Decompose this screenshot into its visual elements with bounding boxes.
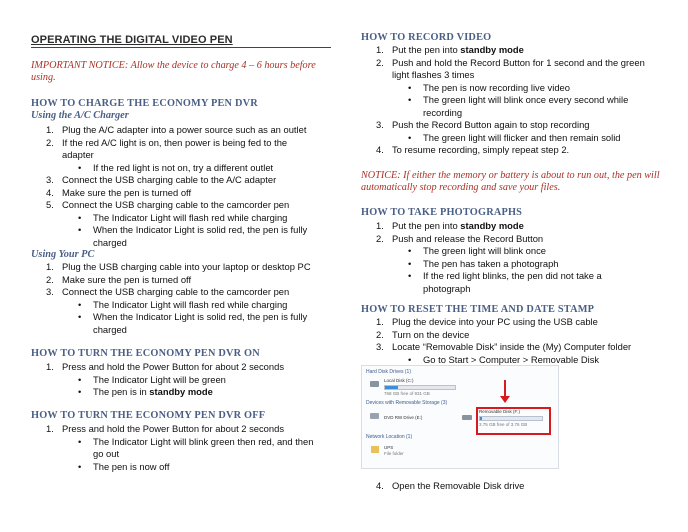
storage-notice: NOTICE: If either the memory or battery is about to run out, the pen will automatically stop recording and save your files. [361, 170, 660, 193]
list-item: 2. Make sure the pen is turned off [46, 273, 192, 285]
list-item: • The pen is now recording live video [408, 81, 570, 93]
list-item: • When the Indicator Light is solid red, the pen is fully charged [78, 311, 308, 335]
list-item: 1. Press and hold the Power Button for about 2 seconds [46, 423, 285, 434]
list-item: • The pen is in standby mode [78, 386, 213, 397]
removable-section-label: Devices with Removable Storage (3) [366, 400, 448, 406]
photo-heading: HOW TO TAKE PHOTOGRAPHS [361, 207, 523, 218]
network-folder-label: UPS [384, 445, 394, 450]
list-item: 1. Plug the USB charging cable into your laptop or desktop PC [46, 261, 311, 272]
local-disk-usage-bar [384, 385, 456, 390]
list-item: • The pen is now off [78, 460, 170, 472]
list-item: 1. Press and hold the Power Button for about 2 seconds [46, 361, 285, 372]
reset-heading: HOW TO RESET THE TIME AND DATE STAMP [361, 304, 595, 315]
list-item: 1. Plug the A/C adapter into a power source such as an outlet [46, 124, 307, 135]
hard-disk-section-label: Hard Disk Drives (1) [366, 369, 412, 375]
red-arrow-head-icon [500, 396, 510, 403]
list-item: 4. Open the Removable Disk drive [376, 480, 525, 491]
pc-subheading: Using Your PC [31, 249, 95, 260]
list-item: 5. Connect the USB charging cable to the camcorder pen [46, 199, 290, 210]
turn-off-heading: HOW TO TURN THE ECONOMY PEN DVR OFF [31, 410, 266, 421]
list-item: 3. Connect the USB charging cable to the A/C adapter [46, 174, 277, 185]
removable-disk-free: 3.75 GB free of 3.76 GB [479, 422, 528, 427]
reset-step-4 [361, 480, 661, 493]
turn-on-heading: HOW TO TURN THE ECONOMY PEN DVR ON [31, 348, 260, 359]
list-item: 2. Turn on the device [376, 328, 470, 340]
list-item: • The pen has taken a photograph [408, 257, 559, 269]
reset-steps [361, 316, 661, 366]
list-item: • If the red light blinks, the pen did not take a photograph [408, 270, 602, 294]
turn-on-steps [31, 361, 331, 399]
list-item: 3. Connect the USB charging cable to the camcorder pen [46, 286, 290, 297]
removable-disk-screenshot [361, 365, 559, 469]
ac-charger-subheading: Using the A/C Charger [31, 110, 129, 121]
list-item: • The Indicator Light will be green [78, 373, 226, 385]
important-notice: IMPORTANT NOTICE: Allow the device to charge 4 – 6 hours before using. [31, 60, 316, 83]
turn-off-steps [31, 423, 331, 473]
list-item: • The green light will blink once every second while recording [408, 94, 629, 118]
dvd-drive-icon [370, 413, 379, 419]
list-item: 1. Put the pen into standby mode [376, 220, 524, 231]
list-item: • The Indicator Light will blink green then red, and then go out [78, 435, 314, 459]
list-item: 2. Push and hold the Record Button for 1 second and the green light flashes 3 times [376, 56, 645, 80]
photo-steps [361, 220, 661, 295]
dvd-drive-label: DVD RW Drive (E:) [384, 415, 423, 420]
record-steps [361, 44, 661, 157]
record-heading: HOW TO RECORD VIDEO [361, 32, 492, 43]
list-item: 1. Put the pen into standby mode [376, 44, 524, 55]
document-title: OPERATING THE DIGITAL VIDEO PEN [31, 34, 331, 48]
list-item: 3. Locate “Removable Disk” inside the (My) Computer folder [376, 341, 632, 352]
list-item: 4. To resume recording, simply repeat step 2. [376, 144, 570, 155]
list-item: • The green light will blink once [408, 245, 546, 256]
list-item: • If the red light is not on, try a different outlet [78, 161, 274, 173]
removable-disk-highlight [476, 407, 551, 435]
list-item: 3. Push the Record Button again to stop recording [376, 119, 590, 130]
network-folder-sub: File folder [384, 451, 404, 456]
local-disk-label: Local Disk (C:) [384, 378, 414, 383]
red-arrow-icon [504, 380, 506, 397]
charge-heading: HOW TO CHARGE THE ECONOMY PEN DVR [31, 98, 258, 109]
list-item: 2. If the red A/C light is on, then power is being fed to the adapter [46, 136, 288, 160]
list-item: 4. Make sure the pen is turned off [46, 186, 192, 198]
list-item: • When the Indicator Light is solid red, the pen is fully charged [78, 224, 308, 248]
local-disk-free: 768 GB free of 931 GB [384, 391, 430, 396]
list-item: • The Indicator Light will flash red while charging [78, 211, 288, 223]
pc-steps [31, 261, 331, 336]
network-section-label: Network Location (1) [366, 434, 413, 440]
removable-disk-label: Removable Disk (F:) [479, 409, 521, 414]
list-item: • The green light will flicker and then remain solid [408, 131, 621, 143]
list-item: • Go to Start > Computer > Removable Disk [408, 353, 600, 365]
hard-drive-icon [370, 381, 379, 387]
removable-disk-icon [462, 415, 472, 420]
list-item: 2. Push and release the Record Button [376, 232, 544, 244]
list-item: • The Indicator Light will flash red while charging [78, 298, 288, 310]
list-item: 1. Plug the device into your PC using the USB cable [376, 316, 598, 327]
folder-icon [371, 446, 379, 453]
ac-steps [31, 124, 331, 249]
